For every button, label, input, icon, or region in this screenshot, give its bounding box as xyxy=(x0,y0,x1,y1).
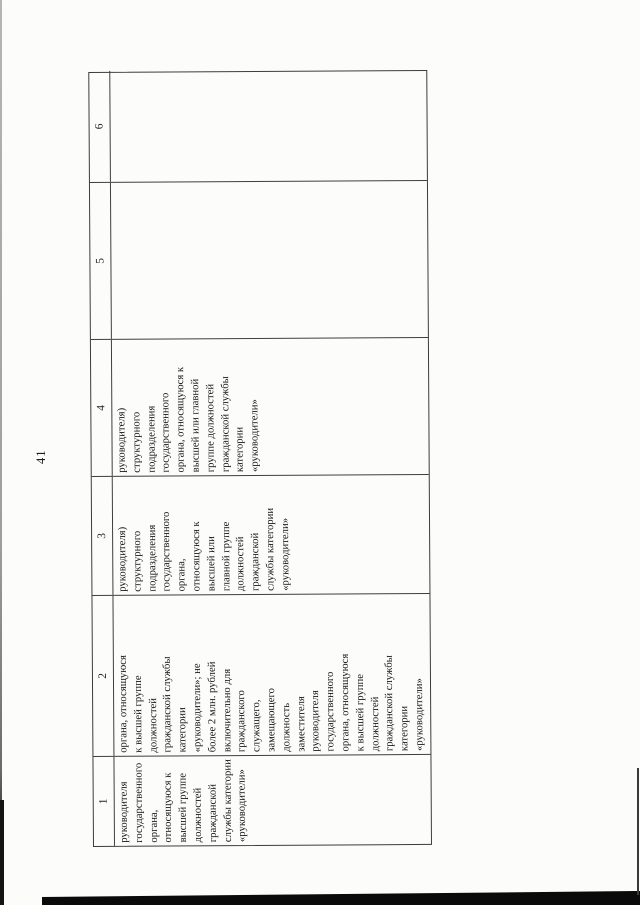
column-number-cell: 3 xyxy=(92,477,114,595)
scan-artifact-bottom-left-strip xyxy=(0,800,4,905)
table-cell: руководителя) структурного подразделения государственного органа, относящуюся к высшей или главной группе должностей гражданской службы категории «руководители» xyxy=(116,507,292,592)
column-number-cell: 1 xyxy=(93,757,115,846)
column-number-cell: 5 xyxy=(90,183,112,339)
column-number-cell: 6 xyxy=(89,71,111,182)
table-cell: органа, относящуюся к высшей группе должностей гражданской службы категории «руководители»; не более 2 млн. рублей включительно для гражданского служащего, замещающего должность заместителя руководителя государственного органа, относящуюся к высшей группе должностей гражданской службы категории «руководители» xyxy=(116,653,426,753)
table-cell xyxy=(111,181,428,339)
table-column-3 xyxy=(92,474,430,595)
scan-artifact-bottom-band xyxy=(42,890,640,905)
scan-artifact-left-edge xyxy=(0,0,2,905)
table-column-6 xyxy=(89,69,427,182)
table-cell: руководителя государственного органа, относящуюся к высшей группе должностей гражданской службы категории «руководители» xyxy=(117,759,249,843)
column-number-cell: 2 xyxy=(92,596,114,756)
column-number-cell: 4 xyxy=(91,340,113,476)
table-column-1 xyxy=(93,754,431,846)
table-cell: руководителя) структурного подразделения государственного органа, относящуюся к высшей или главной группе должностей гражданской службы категории «руководители» xyxy=(115,366,261,473)
rotated-table-stage xyxy=(88,70,432,847)
page-number: 41 xyxy=(34,449,48,464)
table-cell xyxy=(110,69,427,182)
table xyxy=(88,70,432,847)
table-column-5 xyxy=(90,180,428,339)
scan-artifact-right-edge xyxy=(637,768,639,895)
table-column-4 xyxy=(91,337,429,476)
table-column-2 xyxy=(92,593,430,756)
